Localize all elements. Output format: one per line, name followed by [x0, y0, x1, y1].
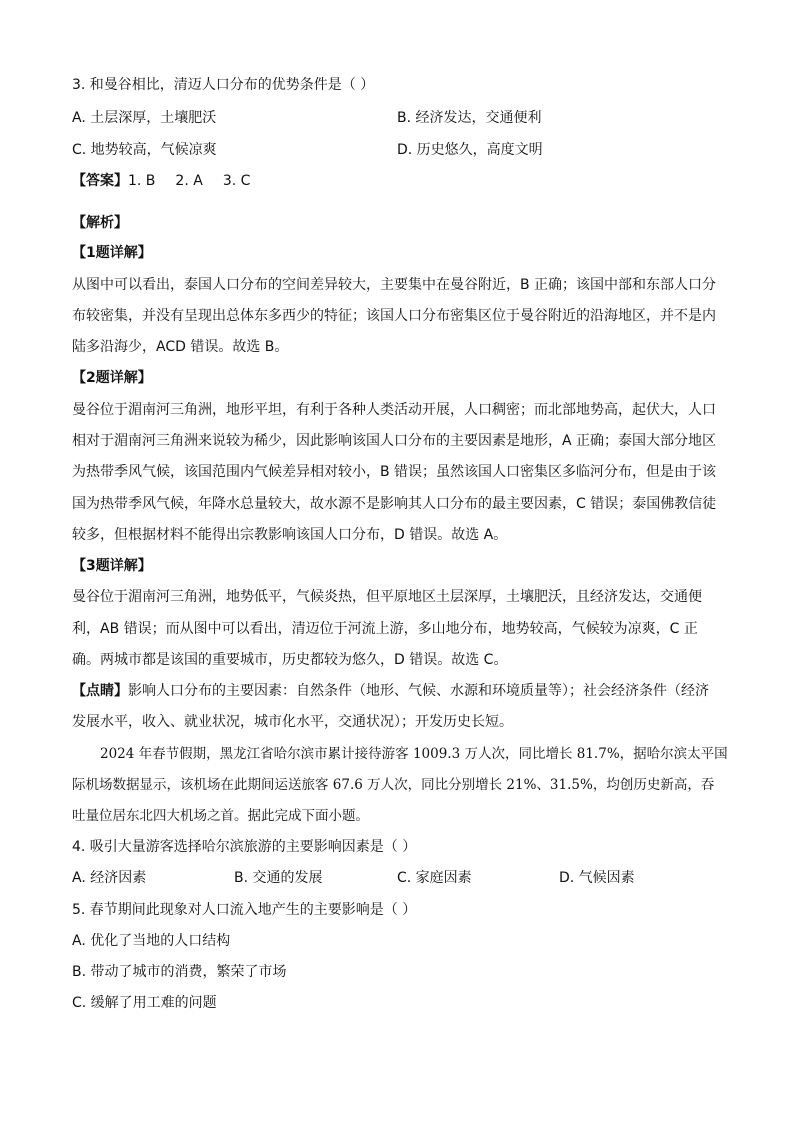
question-4-option-a: A. 经济因素	[72, 870, 147, 886]
question-5-option-b: B. 带动了城市的消费，繁荣了市场	[72, 964, 287, 980]
question-3-stem: 3. 和曼谷相比，清迈人口分布的优势条件是（ ）	[72, 77, 375, 93]
answer-line	[72, 171, 724, 191]
question-5-option-c: C. 缓解了用工难的问题	[72, 995, 217, 1011]
detail-3-line: 利，AB 错误；而从图中可以看出，清迈位于河流上游，多山地分布，地势较高，气候较为凉爽，C 正	[72, 621, 698, 637]
detail-3-line: 曼谷位于湄南河三角洲，地势低平，气候炎热，但平原地区土层深厚，土壤肥沃，且经济发达，交通便	[72, 589, 702, 605]
answer-3: 3. C	[222, 173, 251, 189]
detail-2-line: 相对于湄南河三角洲来说较为稀少，因此影响该国人口分布的主要因素是地形，A 正确；泰国大部分地区	[72, 433, 717, 449]
tip-text: 影响人口分布的主要因素：自然条件（地形、气候、水源和环境质量等）；社会经济条件（经济	[128, 683, 709, 699]
question-4-option-d: D. 气候因素	[559, 870, 635, 886]
question-4-stem: 4. 吸引大量游客选择哈尔滨旅游的主要影响因素是（ ）	[72, 839, 417, 855]
question-4-option-b: B. 交通的发展	[234, 870, 323, 886]
detail-1-line: 布较密集，并没有呈现出总体东多西少的特征；该国人口分布密集区位于曼谷附近的沿海地区，并不是内	[72, 308, 716, 324]
analysis-label: 【解析】	[72, 215, 128, 231]
detail-1-title: 【1题详解】	[72, 245, 152, 261]
question-3-option-c: C. 地势较高，气候凉爽	[72, 142, 217, 158]
question-5-stem: 5. 春节期间此现象对人口流入地产生的主要影响是（ ）	[72, 902, 417, 918]
question-4-option-c: C. 家庭因素	[397, 870, 472, 886]
detail-1-line: 陆多沿海少，ACD 错误。故选 B。	[72, 339, 289, 355]
detail-1-line: 从图中可以看出，泰国人口分布的空间差异较大，主要集中在曼谷附近，B 正确；该国中部和东部人口分	[72, 277, 717, 293]
detail-2-line: 曼谷位于湄南河三角洲，地形平坦，有利于各种人类活动开展，人口稠密；而北部地势高，起伏大，人口	[72, 402, 716, 418]
detail-3-line: 确。两城市都是该国的重要城市，历史都较为悠久，D 错误。故选 C。	[72, 652, 508, 668]
question-3-option-b: B. 经济发达，交通便利	[397, 110, 542, 126]
tip-label: 【点睛】	[72, 683, 128, 699]
tip-line	[72, 681, 724, 701]
detail-2-title: 【2题详解】	[72, 370, 152, 386]
answer-2: 2. A	[175, 173, 203, 189]
detail-2-line: 较多，但根据材料不能得出宗教影响该国人口分布，D 错误。故选 A。	[72, 527, 508, 543]
question-5-option-a: A. 优化了当地的人口结构	[72, 933, 231, 949]
question-3-option-d: D. 历史悠久，高度文明	[397, 142, 543, 158]
tip-line: 发展水平，收入、就业状况，城市化水平，交通状况）；开发历史长短。	[72, 714, 513, 730]
detail-2-line: 国为热带季风气候，年降水总量较大，故水源不是影响其人口分布的最主要因素，C 错误；泰国佛教信徒	[72, 496, 717, 512]
material-line: 2024 年春节假期，黑龙江省哈尔滨市累计接待游客 1009.3 万人次，同比增长 81.7%，据哈尔滨太平国	[100, 746, 728, 762]
detail-2-line: 为热带季风气候，该国范围内气候差异相对较小，B 错误；虽然该国人口密集区多临河分布，但是由于该	[72, 464, 717, 480]
question-3-option-a: A. 土层深厚，土壤肥沃	[72, 110, 217, 126]
answer-label: 【答案】	[72, 173, 128, 189]
material-line: 吐量位居东北四大机场之首。据此完成下面小题。	[72, 808, 369, 824]
material-line: 际机场数据显示，该机场在此期间运送旅客 67.6 万人次，同比分别增长 21%、31.5%，均创历史新高，吞	[72, 777, 715, 793]
answer-1: 1. B	[128, 173, 156, 189]
detail-3-title: 【3题详解】	[72, 558, 152, 574]
